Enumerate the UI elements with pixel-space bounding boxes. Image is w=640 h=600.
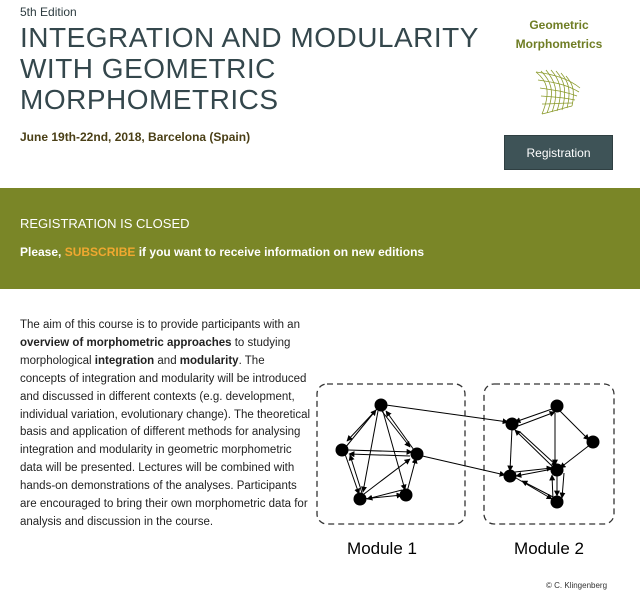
intro-text: The aim of this course is to provide participants with an	[20, 319, 300, 331]
intro-bold: modularity	[179, 354, 239, 367]
event-dates: June 19th-22nd, 2018, Barcelona (Spain)	[20, 130, 251, 144]
subscribe-message	[20, 245, 424, 259]
module-2-node	[551, 464, 564, 477]
title-line: WITH GEOMETRIC	[20, 53, 276, 84]
module-2-node	[551, 400, 564, 413]
module-2-node	[587, 436, 600, 449]
module-1-node	[336, 444, 349, 457]
module-2-box	[484, 384, 614, 524]
title-line: INTEGRATION AND MODULARITY	[20, 22, 479, 53]
intro-text: . The concepts of integration and modularity will be introduced and discussed in different contexts (e.g. development, individual variation, evolutionary change). The theoretical basis and application of different methods for analysing integration and modularity in geometric morphometric data will be presented. Lectures will be combined with hands-on demonstrations of the analyses. Participants are encouraged to bring their own morphometric data for analysis and discussion in the course.	[20, 354, 311, 528]
module-1-node	[400, 489, 413, 502]
module-1-node	[354, 493, 367, 506]
intro-text: to studying morphological	[20, 336, 291, 367]
module-2-node	[551, 496, 564, 509]
edition-label: 5th Edition	[20, 5, 77, 19]
logo-line: Morphometrics	[515, 37, 603, 51]
registration-status: REGISTRATION IS CLOSED	[20, 216, 190, 231]
intro-text: and	[154, 354, 180, 367]
module-1-label: Module 1	[347, 539, 417, 558]
page-title	[20, 22, 490, 115]
module-2-node	[504, 470, 517, 483]
modularity-diagram	[312, 378, 632, 568]
image-credit: © C. Klingenberg	[546, 581, 608, 590]
intro-bold: integration	[94, 354, 155, 367]
course-description	[20, 317, 310, 532]
logo-line: Geometric	[529, 18, 589, 32]
module-1-node	[375, 399, 388, 412]
grid-logo-icon	[532, 66, 584, 120]
module-1-node	[411, 448, 424, 461]
module-2-node	[506, 418, 519, 431]
registration-button[interactable]: Registration	[504, 135, 613, 170]
title-line: MORPHOMETRICS	[20, 84, 279, 115]
subscribe-post-text: if you want to receive information on new editions	[135, 245, 425, 259]
module-2-label: Module 2	[514, 539, 584, 558]
registration-banner	[0, 188, 640, 289]
subscribe-pre-text: Please,	[20, 245, 65, 259]
site-logo[interactable]	[500, 16, 618, 54]
header	[0, 0, 640, 188]
subscribe-link[interactable]: SUBSCRIBE	[64, 245, 136, 259]
intro-bold: overview of morphometric approaches	[20, 336, 232, 349]
